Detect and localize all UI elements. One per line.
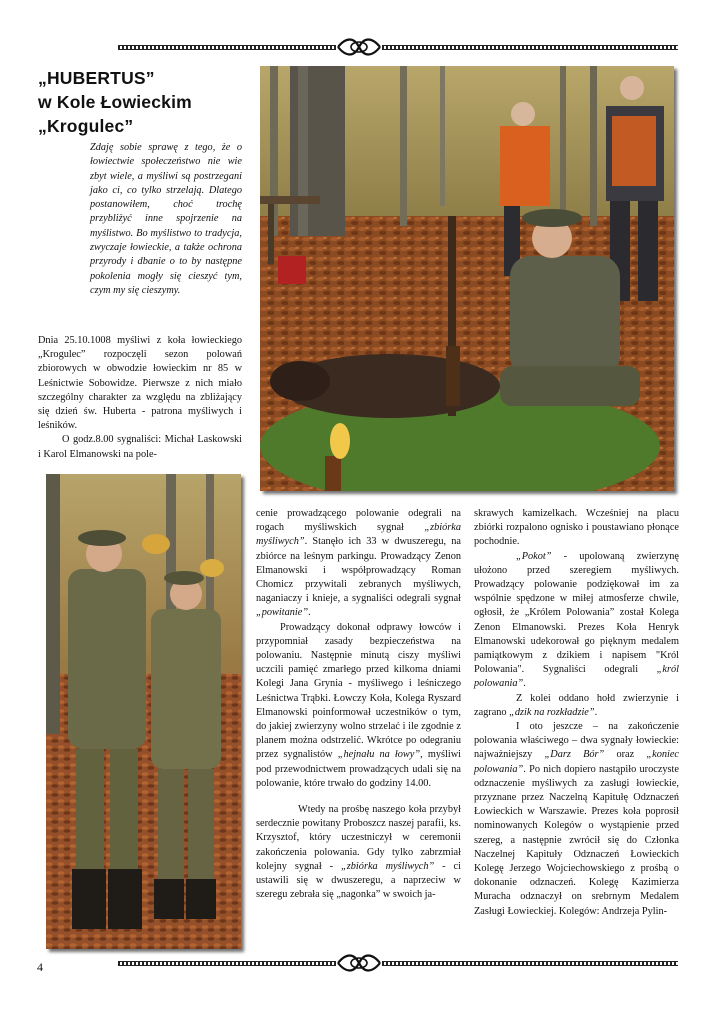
column3-paragraph-3: [474, 692, 679, 720]
signal-powitanie: „powitanie”: [256, 607, 309, 619]
text-column-3: [474, 507, 679, 919]
top-ornamental-rule: [118, 43, 678, 51]
column3-paragraph-4: [474, 720, 679, 919]
text-column-2: [256, 507, 461, 902]
column2-p3c: - ci ustawili się w dwuszeregu, a naprzeciw w szeregu zebrała się „nagonka” w swoich ja-: [256, 860, 461, 901]
column1-paragraph-2: O godz.8.00 sygnaliści: Michał Laskowski i Karol Elmanowski na pole-: [38, 434, 242, 460]
column3-paragraph-2: [474, 550, 679, 692]
signal-darz-bor: „Darz Bór”: [544, 749, 605, 761]
article-title: [38, 66, 253, 138]
signal-zbiorka-1: „zbiórka myśliwych”: [256, 522, 461, 548]
column3-p3c: .: [594, 706, 598, 718]
pokot-term: „Pokot”: [516, 550, 552, 562]
title-line-3: „Krogulec”: [38, 116, 134, 136]
column3-p2d: .: [523, 678, 526, 690]
article-intro: Zdaję sobie sprawę z tego, że o łowiectwie społeczeństwo nie wie zbyt wiele, a myśliwi są postrzegani jako ci, co tylko strzelają. Dlatego postanowiłem, choć trochę przybliżyć inne spojrzenie na myślistwo. Bo myślistwo to tradycja, zwyczaje łowieckie, a także ochrona przyrody i dbanie o to by następne pokolenia mogły się cieszyć tym, czym my się cieszymy.: [90, 142, 242, 296]
signal-krol: „król polowania”: [474, 664, 679, 690]
column2-paragraph-1: [256, 507, 461, 621]
signal-zbiorka-2: „zbiórka myśliwych”: [341, 860, 435, 872]
column3-p3a: Z kolei oddano hołd zwierzynie i zagrano: [474, 692, 679, 718]
title-line-1: „HUBERTUS”: [38, 68, 155, 88]
column3-p4e: . Po nich dopiero nastąpiło uroczyste odznaczenie myśliwych za zasługi łowieckie, przyznane przez Naczelną Kapitułę Odznaczeń Łowieckich w Warszawie. Prezes koła poprosił nominowanych Kolegów o wystąpienie przed szereg, a następnie zwrócił się do Członka Naczelnej Kapituły Odznaczeń Łowieckich Kolegę Jerzego Wojciechowskiego z prośbą o dokonanie odznaczeń. Kolegę Kazimierza Muracha odznaczył on srebrnym Medalem Zasługi Łowieckiej. Kolegów: Andrzeja Pylin-: [474, 763, 679, 917]
column3-p2b: - upolowaną zwierzynę ułożono przed szeregiem myśliwych. Prowadzący polowanie podziękował im za wspólnie spędzone w miłej atmosferze chwile, ogłosił, że „Królem Polowania” został Kolega Zenon Elmanowski. Prezes Koła Henryk Elmanowski udekorował go pięknym medalem pamiątkowym z dzikiem i napisem "Król Polowania". Sygnaliści odegrali: [474, 550, 679, 676]
text-column-1: [38, 334, 242, 462]
column3-p4c: oraz: [604, 749, 647, 761]
column2-p2: Prowadzący dokonał odprawy łowców i przypomniał zasady bezpieczeństwa na polowaniu. Następnie minutą ciszy myśliwi uczcili pamięć zmarłego przed kilkoma dniami Kolegi Jana Grynia - myśliwego i leśniczego Leśnictwa Trąbki. Łowczy Koła, Kolega Ryszard Elmanowski poinformował uczestników o tym, do jakiej zwierzyny wolno strzelać i ile zgodnie z planem można odstrzelić. Wkrótce po odegraniu przez sygnalistów: [256, 621, 461, 761]
page-number: 4: [37, 960, 43, 974]
column2-p1e: .: [308, 607, 311, 619]
column2-p2c: , myśliwi pod przewodnictwem prowadzących udali się na polowanie, które trwało do godziny 14.00.: [256, 749, 461, 789]
signal-koniec: „koniec polowania”: [474, 749, 679, 775]
column1-paragraph-1: Dnia 25.10.1008 myśliwi z koła łowieckiego „Krogulec” rozpoczęli sezon polowań zbiorowych w obwodzie łowieckim nr 85 w Leśnictwie Sobowidze. Pierwsze z nich miało szczególny charakter za względu na zbliżający się dzień św. Huberta - patrona myśliwych i leśników.: [38, 335, 242, 432]
bottom-knot-ornament: [336, 951, 382, 975]
signal-dzik: „dzik na rozkładzie”: [509, 706, 595, 718]
top-knot-ornament: [336, 35, 382, 59]
column2-paragraph-2: [256, 621, 461, 791]
column2-paragraph-3: [256, 803, 461, 902]
column2-p1c: . Stanęło ich 33 w dwuszeregu, na zbiórce na leśnym parkingu. Prowadzący Zenon Elmanowski i współprowadzący Roman Chomicz przywitali zebranych myśliwych, naganiaczy i knieje, a sygnaliści odegrali sygnał: [256, 536, 461, 605]
title-line-2: w Kole Łowieckim: [38, 92, 192, 112]
column2-p1a: cenie prowadzącego polowanie odegrali na rogach myśliwskich sygnał: [256, 508, 461, 534]
column3-p4a: I oto jeszcze – na zakończenie polowania właściwego – dwa sygnały łowieckie: najważniejszy: [474, 721, 679, 761]
column3-paragraph-1: skrawych kamizelkach. Wcześniej na placu zbiórki rozpalono ognisko i poustawiano płonące pochodnie.: [474, 508, 679, 548]
hunter-with-boar-photo: [260, 66, 674, 491]
bottom-ornamental-rule: [118, 959, 678, 967]
column2-p3a: Wtedy na prośbę naszego koła przybył serdecznie powitany Proboszcz naszej parafii, ks. Krzysztof, który uczestniczył w ceremonii zakończenia polowania. Gdy tylko zabrzmiał kolejny sygnał -: [256, 804, 461, 872]
signal-hejnal: „hejnału na łowy”: [337, 749, 421, 761]
horn-signallers-photo: [46, 474, 241, 949]
